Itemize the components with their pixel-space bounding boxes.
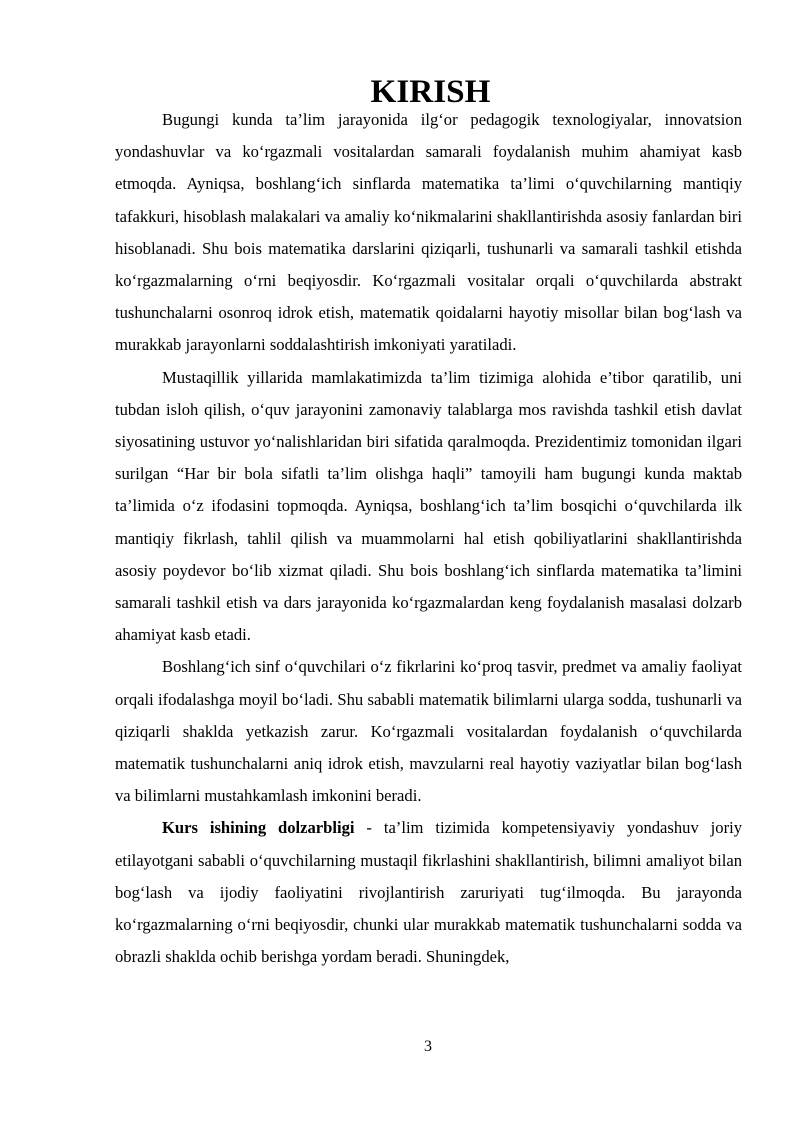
section-title: KIRISH: [370, 73, 491, 110]
document-body: [115, 73, 743, 973]
relevance-text: - ta’lim tizimida kompetensiyaviy yondashuv joriy etilayotgani sababli o‘quvchilarning mustaqil fikrlashini shakllantirish, bilimni amaliyot bilan bog‘lash va ijodiy faoliyatini rivojlantirish zaruriyati tug‘ilmoqda. Bu jarayonda ko‘rgazmalarning o‘rni beqiyosdir, chunki ular murakkab matematik tushunchalarni sodda va obrazli shaklda ochib berishga yordam beradi. Shuningdek,: [115, 818, 743, 967]
paragraph-2: Mustaqillik yillarida mamlakatimizda ta’lim tizimiga alohida e’tibor qaratilib, uni tubdan isloh qilish, o‘quv jarayonini zamonaviy talablarga mos ravishda tashkil etish davlat siyosatining ustuvor yo‘nalishlaridan biri sifatida qaralmoqda. Prezidentimiz tomonidan ilgari surilgan “Har bir bola sifatli ta’lim olishga haqli” tamoyili ham bugungi kunda maktab ta’limida o‘z ifodasini topmoqda. Ayniqsa, boshlang‘ich ta’lim bosqichi o‘quvchilarda ilk mantiqiy fikrlash, tahlil qilish va muammolarni hal etish qobiliyatlarini shakllantirishda asosiy poydevor bo‘lib xizmat qiladi. Shu bois boshlang‘ich sinflarda matematika ta’limini samarali tashkil etish va dars jarayonida ko‘rgazmalardan keng foydalanish masalasi dolzarb ahamiyat kasb etadi.: [115, 367, 742, 645]
paragraph-4: [115, 812, 742, 973]
relevance-heading: Kurs ishining dolzarbligi: [162, 818, 355, 838]
paragraph-1: Bugungi kunda ta’lim jarayonida ilg‘or pedagogik texnologiyalar, innovatsion yondashuvlar va ko‘rgazmali vositalardan samarali foydalanish muhim ahamiyat kasb etmoqda. Ayniqsa, boshlang‘ich sinflarda matematika ta’limi o‘quvchilarning mantiqiy tafakkuri, hisoblash malakalari va amaliy ko‘nikmalarini shakllantirishda asosiy fanlardan biri hisoblanadi. Shu bois matematika darslarini qiziqarli, tushunarli va samarali tashkil etishda ko‘rgazmalarning o‘rni beqiyosdir. Ko‘rgazmali vositalar orqali o‘quvchilarda abstrakt tushunchalarni osonroq idrok etish, matematik qoidalarni hayotiy misollar bilan bog‘lash va murakkab jarayonlarni soddalashtirish imkoniyati yaratiladi.: [115, 110, 742, 355]
paragraph-3: Boshlang‘ich sinf o‘quvchilari o‘z fikrlarini ko‘proq tasvir, predmet va amaliy faoliyat orqali ifodalashga moyil bo‘ladi. Shu sababli matematik bilimlarni ularga sodda, tushunarli va qiziqarli shaklda yetkazish zarur. Ko‘rgazmali vositalardan foydalanish o‘quvchilarda matematik tushunchalarni aniq idrok etish, mavzularni real hayotiy vaziyatlar bilan bog‘lash va bilimlarni mustahkamlash imkonini beradi.: [115, 657, 742, 806]
page-number: 3: [424, 1038, 432, 1055]
